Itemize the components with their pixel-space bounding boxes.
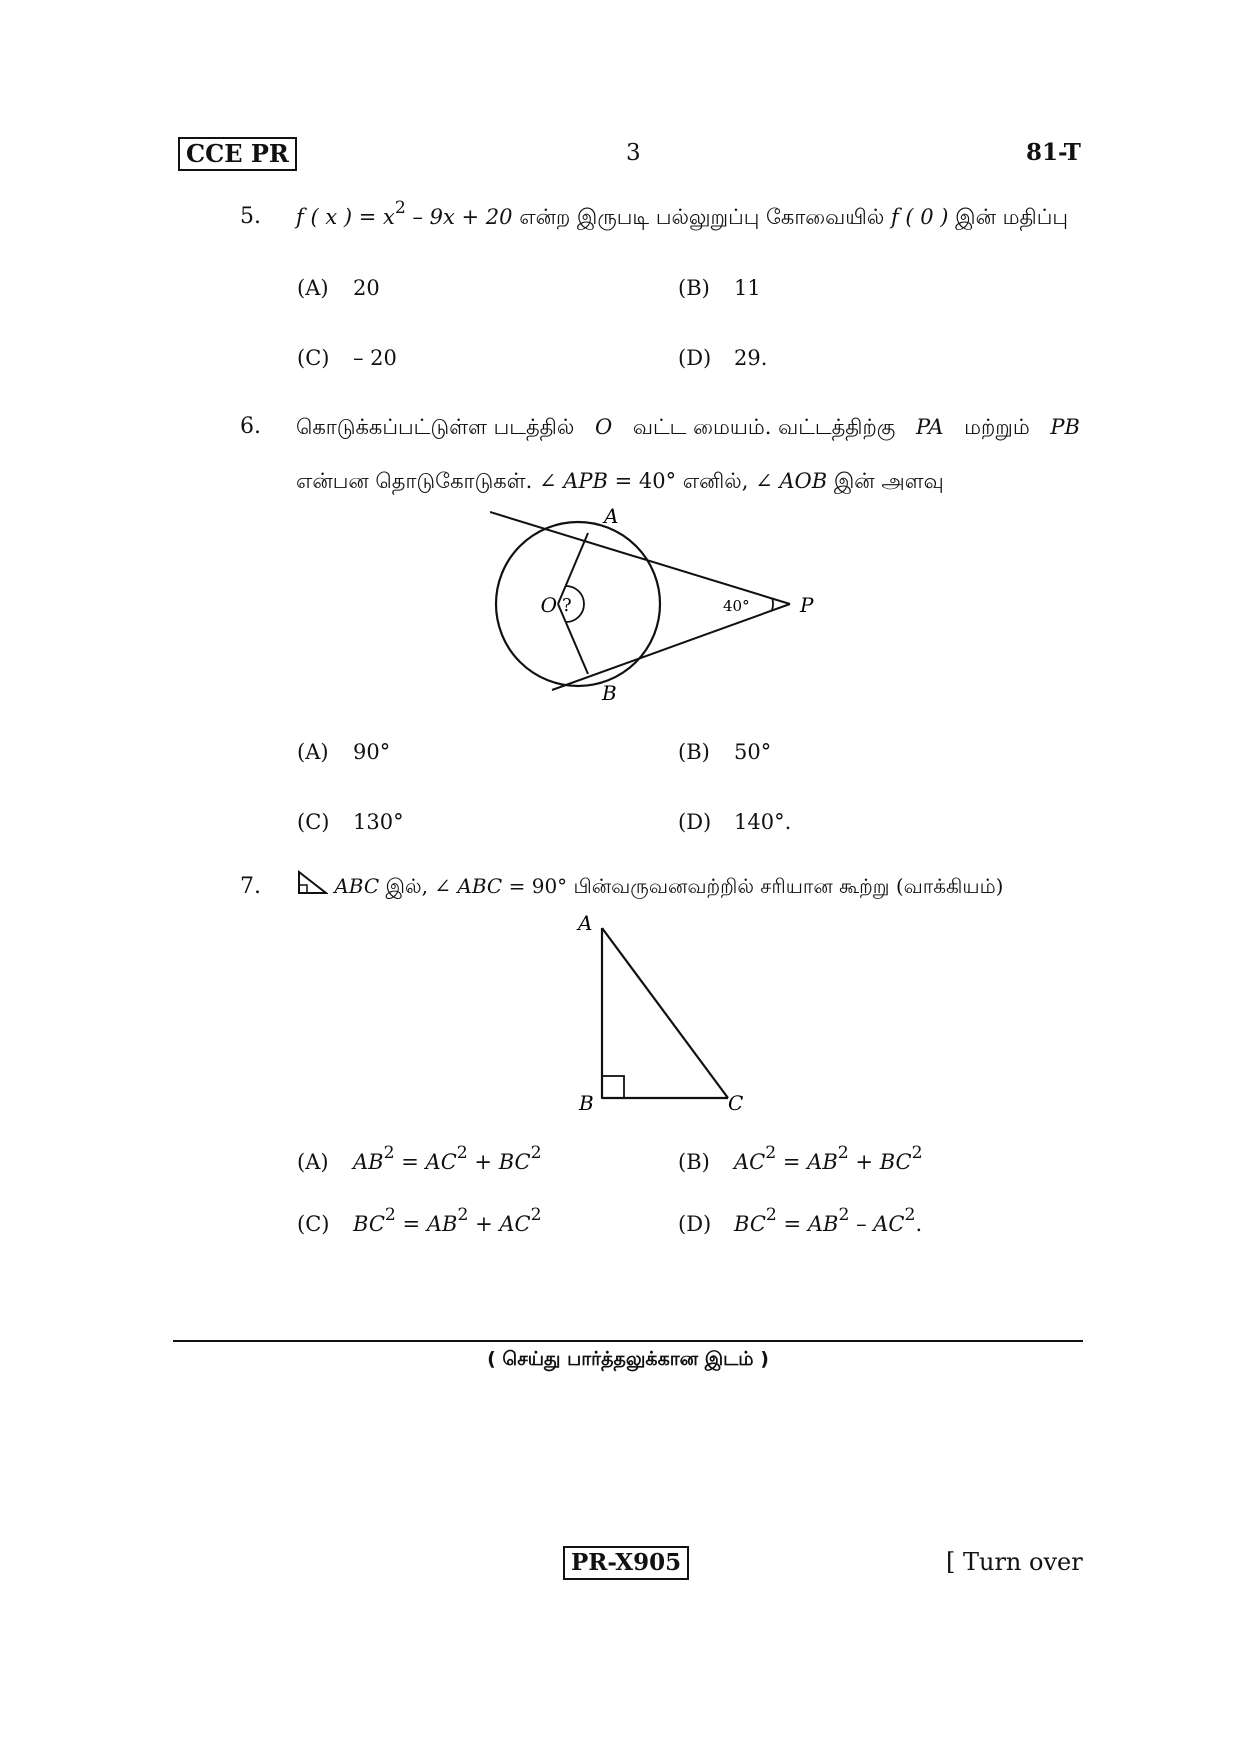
- term: AC: [425, 1150, 457, 1174]
- q7-text: = 90° பின்வருவனவற்றில் சரியான கூற்று (வாக்கியம்): [502, 874, 1004, 898]
- q6-pb: PB: [1050, 415, 1080, 439]
- option-label: (A): [297, 740, 329, 764]
- angle-arc-p: [772, 598, 773, 610]
- equals: =: [402, 1212, 421, 1236]
- label-p: P: [800, 593, 814, 617]
- exponent: 2: [904, 1204, 916, 1225]
- option-value: 130°: [353, 810, 404, 834]
- term: AC: [734, 1150, 766, 1174]
- term: AB: [807, 1150, 838, 1174]
- exponent: 2: [457, 1204, 469, 1225]
- question-6-line-2: [296, 466, 944, 496]
- q6-option-a[interactable]: [297, 740, 390, 764]
- option-label: (B): [678, 1150, 710, 1174]
- option-label: (B): [678, 276, 710, 300]
- option-label: (A): [297, 1150, 329, 1174]
- question-5-number: 5.: [240, 204, 261, 229]
- q6-o: O: [594, 415, 613, 439]
- option-value: – 20: [353, 346, 397, 370]
- option-value: 90°: [353, 740, 391, 764]
- option-label: (D): [678, 810, 712, 834]
- radius-oa: [558, 533, 588, 604]
- rough-work-label: ( செய்து பார்த்தலுக்கான இடம் ): [487, 1348, 769, 1370]
- q7-option-b[interactable]: [678, 1142, 923, 1174]
- option-label: (B): [678, 740, 710, 764]
- term: AC: [873, 1212, 905, 1236]
- term: AB: [353, 1150, 384, 1174]
- option-value: 50°: [734, 740, 772, 764]
- question-6-number: 6.: [240, 414, 261, 439]
- q7-triangle-name: ABC: [328, 874, 380, 898]
- question-7-number: 7.: [240, 874, 261, 899]
- angle-unknown: ?: [562, 595, 572, 616]
- option-label: (D): [678, 346, 712, 370]
- operator: +: [474, 1150, 493, 1174]
- term: BC: [879, 1150, 912, 1174]
- option-value: 140°.: [734, 810, 792, 834]
- q6-text: = 40° எனில், ∠: [607, 469, 780, 493]
- exponent: 2: [384, 1204, 396, 1225]
- header-left-label: CCE PR: [178, 137, 297, 171]
- exponent: 2: [838, 1204, 850, 1225]
- right-angle-mark: [602, 1076, 624, 1098]
- q5-expression: f ( x ) = x: [296, 205, 395, 229]
- option-label: (C): [297, 810, 330, 834]
- q6-circle-tangent-figure: [490, 500, 830, 710]
- q6-text: இன் அளவு: [827, 469, 944, 493]
- q6-text: மற்றும்: [964, 415, 1030, 439]
- q7-text: இல், ∠: [379, 874, 458, 898]
- exponent: 2: [837, 1142, 849, 1163]
- exponent: 2: [765, 1204, 777, 1225]
- operator: +: [475, 1212, 493, 1236]
- term: BC: [498, 1150, 531, 1174]
- option-label: (A): [297, 276, 329, 300]
- equals: =: [782, 1150, 801, 1174]
- option-label: (C): [297, 346, 330, 370]
- operator: –: [856, 1212, 867, 1236]
- q6-option-d[interactable]: [678, 810, 791, 834]
- q6-apb: APB: [563, 469, 608, 493]
- q7-option-a[interactable]: [297, 1142, 542, 1174]
- term: AC: [499, 1212, 531, 1236]
- q5-tamil-text-2: இன் மதிப்பு: [948, 205, 1068, 229]
- q7-right-triangle-figure: [570, 908, 760, 1118]
- tangent-pa: [490, 512, 790, 604]
- label-b: B: [602, 681, 617, 705]
- equals: =: [783, 1212, 802, 1236]
- q6-text: கொடுக்கப்பட்டுள்ள படத்தில்: [296, 415, 575, 439]
- question-7-text: [296, 870, 1003, 901]
- label-a: A: [604, 504, 619, 528]
- q5-exponent: 2: [394, 197, 406, 218]
- exponent: 2: [765, 1142, 777, 1163]
- q7-abc: ABC: [457, 874, 503, 898]
- option-label: (D): [678, 1212, 712, 1236]
- end-mark: .: [915, 1212, 923, 1236]
- page-number: 3: [626, 140, 641, 166]
- q5-option-b[interactable]: [678, 276, 761, 300]
- term: BC: [353, 1212, 385, 1236]
- label-b: B: [579, 1091, 594, 1115]
- term: BC: [734, 1212, 766, 1236]
- equals: =: [401, 1150, 419, 1174]
- label-a: A: [578, 911, 593, 935]
- q5-tamil-text: என்ற இருபடி பல்லுறுப்பு கோவையில்: [512, 205, 891, 229]
- exponent: 2: [383, 1142, 395, 1163]
- q6-option-b[interactable]: [678, 740, 771, 764]
- q6-text: வட்ட மையம். வட்டத்திற்கு: [632, 415, 896, 439]
- option-value: 20: [353, 276, 380, 300]
- option-label: (C): [297, 1212, 330, 1236]
- q6-option-c[interactable]: [297, 810, 404, 834]
- q5-expression-rest: – 9x + 20: [405, 205, 513, 229]
- triangle-icon: [296, 870, 328, 896]
- q7-option-d[interactable]: [678, 1204, 923, 1236]
- angle-p-label: 40°: [723, 597, 750, 615]
- side-ac: [602, 928, 728, 1098]
- divider-line: [173, 1340, 1083, 1342]
- exponent: 2: [530, 1204, 542, 1225]
- question-5-text: [296, 197, 1068, 234]
- circle: [496, 522, 660, 686]
- option-value: 29.: [734, 346, 768, 370]
- paper-code: 81-T: [1026, 139, 1081, 166]
- q6-aob: AOB: [779, 469, 828, 493]
- question-6-line-1: [296, 412, 1080, 442]
- option-value: 11: [734, 276, 761, 300]
- term: AB: [807, 1212, 839, 1236]
- exponent: 2: [530, 1142, 542, 1163]
- q5-option-c[interactable]: [297, 346, 397, 370]
- exponent: 2: [911, 1142, 923, 1163]
- exponent: 2: [456, 1142, 468, 1163]
- q6-text: என்பன தொடுகோடுகள். ∠: [296, 469, 564, 493]
- label-o: O: [540, 593, 557, 617]
- label-c: C: [728, 1091, 744, 1115]
- q5-f0: f ( 0 ): [890, 205, 949, 229]
- term: AB: [426, 1212, 458, 1236]
- tangent-pb: [552, 604, 790, 690]
- footer-code: PR-X905: [563, 1546, 689, 1580]
- q7-option-c[interactable]: [297, 1204, 542, 1236]
- turn-over-text: [ Turn over: [946, 1548, 1083, 1576]
- q5-option-d[interactable]: [678, 346, 767, 370]
- q6-pa: PA: [916, 415, 944, 439]
- operator: +: [855, 1150, 874, 1174]
- q5-option-a[interactable]: [297, 276, 380, 300]
